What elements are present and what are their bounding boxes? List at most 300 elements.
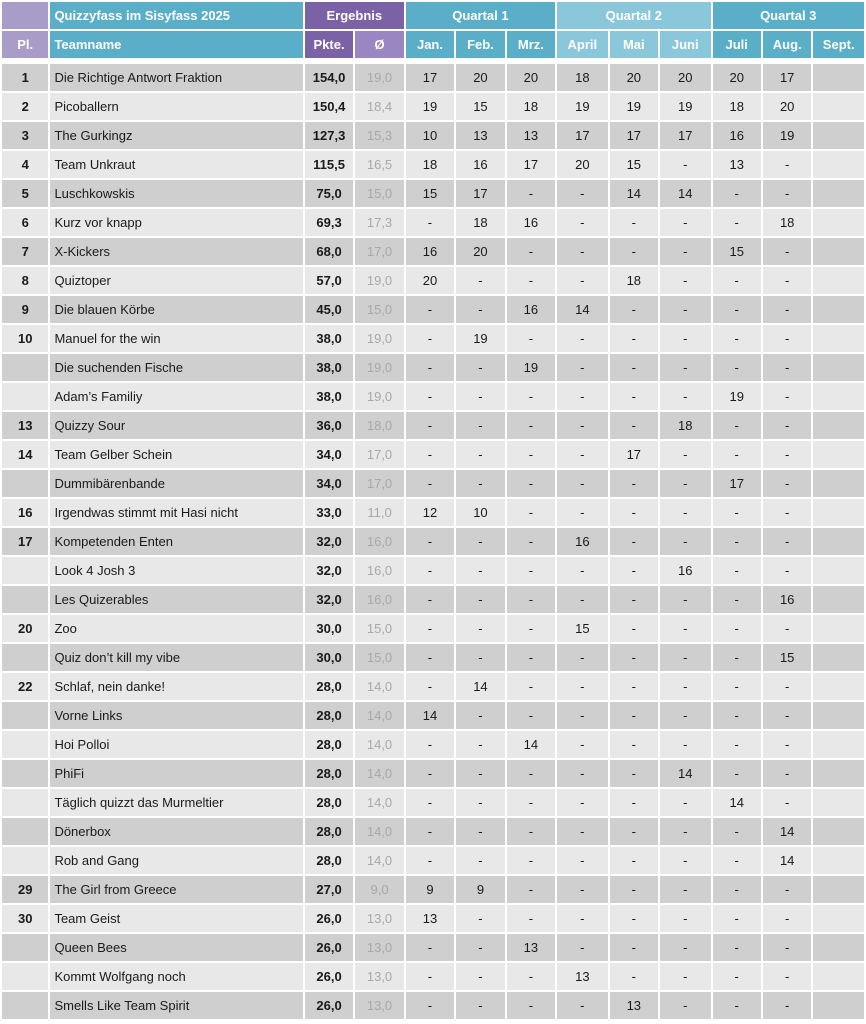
points-cell: 154,0 bbox=[305, 64, 353, 91]
month-score-cell: - bbox=[406, 325, 454, 352]
header-teamname: Teamname bbox=[50, 31, 302, 58]
month-score-cell: 13 bbox=[406, 905, 454, 932]
month-score-cell: - bbox=[406, 586, 454, 613]
month-score-cell: - bbox=[713, 934, 761, 961]
month-score-cell: 20 bbox=[456, 64, 504, 91]
month-score-cell: 17 bbox=[713, 470, 761, 497]
header-ergebnis: Ergebnis bbox=[305, 2, 404, 29]
month-score-cell: - bbox=[763, 789, 811, 816]
month-score-cell: 20 bbox=[406, 267, 454, 294]
month-score-cell: - bbox=[713, 267, 761, 294]
month-score-cell: - bbox=[557, 441, 607, 468]
header-row-columns bbox=[2, 31, 864, 58]
month-score-cell bbox=[813, 760, 864, 787]
month-score-cell: 18 bbox=[456, 209, 504, 236]
team-name-cell: Look 4 Josh 3 bbox=[50, 557, 302, 584]
month-score-cell bbox=[813, 151, 864, 178]
table-row bbox=[2, 847, 864, 874]
month-score-cell: - bbox=[713, 731, 761, 758]
month-score-cell: - bbox=[660, 528, 710, 555]
month-score-cell bbox=[813, 615, 864, 642]
month-score-cell: 13 bbox=[713, 151, 761, 178]
header-row-top bbox=[2, 2, 864, 29]
header-average: Ø bbox=[355, 31, 403, 58]
team-name-cell: Täglich quizzt das Murmeltier bbox=[50, 789, 302, 816]
month-score-cell: 16 bbox=[660, 557, 710, 584]
table-row bbox=[2, 209, 864, 236]
header-month-sept: Sept. bbox=[813, 31, 864, 58]
average-cell: 15,3 bbox=[355, 122, 403, 149]
month-score-cell bbox=[813, 209, 864, 236]
month-score-cell: - bbox=[507, 992, 555, 1019]
month-score-cell bbox=[813, 64, 864, 91]
points-cell: 38,0 bbox=[305, 383, 353, 410]
month-score-cell: - bbox=[610, 760, 658, 787]
points-cell: 45,0 bbox=[305, 296, 353, 323]
place-cell: 14 bbox=[2, 441, 48, 468]
month-score-cell: - bbox=[660, 789, 710, 816]
month-score-cell: 14 bbox=[713, 789, 761, 816]
month-score-cell: - bbox=[507, 557, 555, 584]
table-row bbox=[2, 934, 864, 961]
points-cell: 32,0 bbox=[305, 586, 353, 613]
month-score-cell: - bbox=[713, 963, 761, 990]
month-score-cell: 13 bbox=[557, 963, 607, 990]
month-score-cell: - bbox=[557, 325, 607, 352]
month-score-cell: - bbox=[507, 644, 555, 671]
place-cell: 16 bbox=[2, 499, 48, 526]
team-name-cell: Die Richtige Antwort Fraktion bbox=[50, 64, 302, 91]
month-score-cell: - bbox=[763, 876, 811, 903]
team-name-cell: Rob and Gang bbox=[50, 847, 302, 874]
month-score-cell: - bbox=[713, 586, 761, 613]
month-score-cell: - bbox=[557, 789, 607, 816]
points-cell: 38,0 bbox=[305, 325, 353, 352]
place-cell: 1 bbox=[2, 64, 48, 91]
points-cell: 27,0 bbox=[305, 876, 353, 903]
place-cell bbox=[2, 383, 48, 410]
month-score-cell: 20 bbox=[610, 64, 658, 91]
header-corner bbox=[2, 2, 48, 29]
place-cell bbox=[2, 470, 48, 497]
average-cell: 14,0 bbox=[355, 847, 403, 874]
month-score-cell: - bbox=[763, 702, 811, 729]
month-score-cell: - bbox=[610, 354, 658, 381]
table-row bbox=[2, 528, 864, 555]
month-score-cell: 19 bbox=[456, 325, 504, 352]
month-score-cell: 14 bbox=[507, 731, 555, 758]
month-score-cell: - bbox=[406, 354, 454, 381]
month-score-cell bbox=[813, 673, 864, 700]
month-score-cell: - bbox=[456, 760, 504, 787]
month-score-cell: - bbox=[507, 267, 555, 294]
month-score-cell bbox=[813, 122, 864, 149]
table-row bbox=[2, 238, 864, 265]
place-cell bbox=[2, 702, 48, 729]
month-score-cell: - bbox=[660, 702, 710, 729]
average-cell: 14,0 bbox=[355, 731, 403, 758]
month-score-cell: - bbox=[557, 209, 607, 236]
month-score-cell: 16 bbox=[456, 151, 504, 178]
month-score-cell: - bbox=[713, 441, 761, 468]
month-score-cell: 10 bbox=[406, 122, 454, 149]
month-score-cell: - bbox=[456, 644, 504, 671]
month-score-cell: 15 bbox=[456, 93, 504, 120]
header-month-jan: Jan. bbox=[406, 31, 454, 58]
points-cell: 26,0 bbox=[305, 905, 353, 932]
month-score-cell: - bbox=[456, 905, 504, 932]
points-cell: 28,0 bbox=[305, 818, 353, 845]
points-cell: 28,0 bbox=[305, 731, 353, 758]
month-score-cell: - bbox=[610, 296, 658, 323]
header-place: Pl. bbox=[2, 31, 48, 58]
month-score-cell: - bbox=[763, 325, 811, 352]
table-row bbox=[2, 731, 864, 758]
month-score-cell: 12 bbox=[406, 499, 454, 526]
month-score-cell: 18 bbox=[406, 151, 454, 178]
month-score-cell: 9 bbox=[406, 876, 454, 903]
month-score-cell: - bbox=[763, 267, 811, 294]
month-score-cell: - bbox=[713, 615, 761, 642]
month-score-cell: - bbox=[406, 731, 454, 758]
place-cell: 17 bbox=[2, 528, 48, 555]
month-score-cell: 20 bbox=[456, 238, 504, 265]
month-score-cell: - bbox=[660, 267, 710, 294]
month-score-cell bbox=[813, 557, 864, 584]
points-cell: 28,0 bbox=[305, 760, 353, 787]
month-score-cell: - bbox=[660, 847, 710, 874]
header-gap bbox=[2, 60, 864, 62]
month-score-cell: - bbox=[456, 412, 504, 439]
month-score-cell: - bbox=[456, 934, 504, 961]
month-score-cell: - bbox=[610, 876, 658, 903]
table-row bbox=[2, 702, 864, 729]
month-score-cell: 19 bbox=[763, 122, 811, 149]
month-score-cell: - bbox=[406, 992, 454, 1019]
month-score-cell: - bbox=[610, 412, 658, 439]
month-score-cell: - bbox=[763, 470, 811, 497]
month-score-cell: 19 bbox=[406, 93, 454, 120]
team-name-cell: Queen Bees bbox=[50, 934, 302, 961]
month-score-cell: - bbox=[660, 934, 710, 961]
month-score-cell: - bbox=[763, 151, 811, 178]
place-cell bbox=[2, 992, 48, 1019]
month-score-cell: 20 bbox=[557, 151, 607, 178]
month-score-cell: - bbox=[507, 615, 555, 642]
average-cell: 15,0 bbox=[355, 296, 403, 323]
month-score-cell: - bbox=[406, 673, 454, 700]
month-score-cell: - bbox=[406, 441, 454, 468]
month-score-cell: - bbox=[557, 412, 607, 439]
month-score-cell: - bbox=[406, 847, 454, 874]
month-score-cell: - bbox=[557, 586, 607, 613]
month-score-cell: 14 bbox=[763, 818, 811, 845]
place-cell bbox=[2, 789, 48, 816]
month-score-cell: 19 bbox=[610, 93, 658, 120]
month-score-cell: - bbox=[763, 412, 811, 439]
header-month-april: April bbox=[557, 31, 607, 58]
month-score-cell bbox=[813, 528, 864, 555]
table-row bbox=[2, 673, 864, 700]
place-cell: 5 bbox=[2, 180, 48, 207]
month-score-cell: 16 bbox=[406, 238, 454, 265]
month-score-cell: - bbox=[507, 528, 555, 555]
month-score-cell: - bbox=[507, 963, 555, 990]
month-score-cell: - bbox=[507, 586, 555, 613]
month-score-cell: - bbox=[507, 905, 555, 932]
points-cell: 28,0 bbox=[305, 702, 353, 729]
month-score-cell: - bbox=[557, 731, 607, 758]
month-score-cell: 16 bbox=[557, 528, 607, 555]
month-score-cell: - bbox=[763, 760, 811, 787]
average-cell: 16,0 bbox=[355, 586, 403, 613]
month-score-cell: - bbox=[610, 702, 658, 729]
table-row bbox=[2, 876, 864, 903]
month-score-cell: 15 bbox=[713, 238, 761, 265]
month-score-cell bbox=[813, 992, 864, 1019]
month-score-cell: - bbox=[406, 383, 454, 410]
average-cell: 14,0 bbox=[355, 673, 403, 700]
place-cell bbox=[2, 557, 48, 584]
month-score-cell bbox=[813, 93, 864, 120]
team-name-cell: Kompetenden Enten bbox=[50, 528, 302, 555]
month-score-cell: 14 bbox=[660, 760, 710, 787]
average-cell: 19,0 bbox=[355, 354, 403, 381]
month-score-cell: - bbox=[507, 441, 555, 468]
month-score-cell: - bbox=[610, 847, 658, 874]
month-score-cell: - bbox=[610, 209, 658, 236]
month-score-cell: - bbox=[763, 557, 811, 584]
month-score-cell: - bbox=[406, 528, 454, 555]
month-score-cell: - bbox=[660, 354, 710, 381]
month-score-cell: 15 bbox=[557, 615, 607, 642]
month-score-cell: - bbox=[557, 847, 607, 874]
place-cell: 8 bbox=[2, 267, 48, 294]
month-score-cell: - bbox=[557, 760, 607, 787]
month-score-cell: - bbox=[660, 731, 710, 758]
month-score-cell: - bbox=[713, 412, 761, 439]
month-score-cell: - bbox=[456, 528, 504, 555]
month-score-cell: - bbox=[763, 296, 811, 323]
month-score-cell: - bbox=[660, 470, 710, 497]
month-score-cell bbox=[813, 963, 864, 990]
month-score-cell: - bbox=[713, 325, 761, 352]
table-row bbox=[2, 992, 864, 1019]
month-score-cell bbox=[813, 586, 864, 613]
average-cell: 19,0 bbox=[355, 267, 403, 294]
month-score-cell: 18 bbox=[763, 209, 811, 236]
average-cell: 19,0 bbox=[355, 64, 403, 91]
month-score-cell: - bbox=[557, 470, 607, 497]
month-score-cell: 14 bbox=[456, 673, 504, 700]
month-score-cell: 19 bbox=[660, 93, 710, 120]
team-name-cell: Die suchenden Fische bbox=[50, 354, 302, 381]
month-score-cell: - bbox=[557, 702, 607, 729]
average-cell: 13,0 bbox=[355, 905, 403, 932]
month-score-cell: - bbox=[763, 441, 811, 468]
month-score-cell: - bbox=[557, 499, 607, 526]
month-score-cell: - bbox=[610, 238, 658, 265]
month-score-cell: - bbox=[557, 905, 607, 932]
month-score-cell: 16 bbox=[763, 586, 811, 613]
month-score-cell bbox=[813, 238, 864, 265]
month-score-cell: - bbox=[406, 818, 454, 845]
header-month-aug: Aug. bbox=[763, 31, 811, 58]
place-cell bbox=[2, 354, 48, 381]
month-score-cell: - bbox=[406, 934, 454, 961]
month-score-cell: - bbox=[610, 383, 658, 410]
place-cell bbox=[2, 847, 48, 874]
month-score-cell: - bbox=[763, 731, 811, 758]
month-score-cell: - bbox=[406, 760, 454, 787]
month-score-cell: 18 bbox=[713, 93, 761, 120]
month-score-cell: - bbox=[507, 876, 555, 903]
average-cell: 13,0 bbox=[355, 963, 403, 990]
month-score-cell: - bbox=[406, 963, 454, 990]
table-row bbox=[2, 122, 864, 149]
month-score-cell: - bbox=[763, 354, 811, 381]
month-score-cell: 17 bbox=[507, 151, 555, 178]
month-score-cell: - bbox=[507, 673, 555, 700]
table-row bbox=[2, 615, 864, 642]
month-score-cell: - bbox=[660, 963, 710, 990]
average-cell: 16,5 bbox=[355, 151, 403, 178]
points-cell: 34,0 bbox=[305, 470, 353, 497]
place-cell bbox=[2, 934, 48, 961]
place-cell: 22 bbox=[2, 673, 48, 700]
place-cell: 20 bbox=[2, 615, 48, 642]
month-score-cell: - bbox=[507, 818, 555, 845]
month-score-cell: - bbox=[763, 905, 811, 932]
team-name-cell: Adam’s Familiy bbox=[50, 383, 302, 410]
month-score-cell: - bbox=[406, 470, 454, 497]
month-score-cell: - bbox=[610, 557, 658, 584]
month-score-cell bbox=[813, 354, 864, 381]
month-score-cell: - bbox=[763, 615, 811, 642]
month-score-cell: - bbox=[660, 905, 710, 932]
points-cell: 28,0 bbox=[305, 673, 353, 700]
month-score-cell bbox=[813, 644, 864, 671]
month-score-cell: - bbox=[660, 644, 710, 671]
average-cell: 17,3 bbox=[355, 209, 403, 236]
month-score-cell bbox=[813, 818, 864, 845]
month-score-cell: - bbox=[507, 702, 555, 729]
team-name-cell: Dönerbox bbox=[50, 818, 302, 845]
month-score-cell: - bbox=[507, 470, 555, 497]
points-cell: 115,5 bbox=[305, 151, 353, 178]
team-name-cell: Kurz vor knapp bbox=[50, 209, 302, 236]
place-cell bbox=[2, 586, 48, 613]
team-name-cell: Vorne Links bbox=[50, 702, 302, 729]
month-score-cell: - bbox=[713, 354, 761, 381]
team-name-cell: X-Kickers bbox=[50, 238, 302, 265]
month-score-cell: - bbox=[713, 760, 761, 787]
month-score-cell: 17 bbox=[660, 122, 710, 149]
month-score-cell: - bbox=[456, 789, 504, 816]
table-row bbox=[2, 470, 864, 497]
month-score-cell: - bbox=[456, 383, 504, 410]
month-score-cell: - bbox=[713, 644, 761, 671]
place-cell: 10 bbox=[2, 325, 48, 352]
month-score-cell: 20 bbox=[763, 93, 811, 120]
team-name-cell: Picoballern bbox=[50, 93, 302, 120]
month-score-cell: 13 bbox=[507, 122, 555, 149]
month-score-cell: - bbox=[406, 789, 454, 816]
header-points: Pkte. bbox=[305, 31, 353, 58]
month-score-cell bbox=[813, 180, 864, 207]
table-row bbox=[2, 64, 864, 91]
month-score-cell bbox=[813, 325, 864, 352]
table-row bbox=[2, 412, 864, 439]
team-name-cell: Schlaf, nein danke! bbox=[50, 673, 302, 700]
month-score-cell: - bbox=[660, 992, 710, 1019]
month-score-cell: - bbox=[713, 180, 761, 207]
average-cell: 18,4 bbox=[355, 93, 403, 120]
month-score-cell: - bbox=[456, 731, 504, 758]
month-score-cell bbox=[813, 412, 864, 439]
month-score-cell: 18 bbox=[557, 64, 607, 91]
month-score-cell bbox=[813, 731, 864, 758]
month-score-cell: 14 bbox=[557, 296, 607, 323]
month-score-cell: 18 bbox=[660, 412, 710, 439]
points-cell: 68,0 bbox=[305, 238, 353, 265]
month-score-cell: 19 bbox=[557, 93, 607, 120]
month-score-cell: - bbox=[713, 847, 761, 874]
month-score-cell: 15 bbox=[763, 644, 811, 671]
team-name-cell: Hoi Polloi bbox=[50, 731, 302, 758]
place-cell: 29 bbox=[2, 876, 48, 903]
month-score-cell: 14 bbox=[610, 180, 658, 207]
month-score-cell: - bbox=[406, 412, 454, 439]
month-score-cell: - bbox=[456, 267, 504, 294]
month-score-cell: - bbox=[456, 615, 504, 642]
points-cell: 28,0 bbox=[305, 847, 353, 874]
team-name-cell: Kommt Wolfgang noch bbox=[50, 963, 302, 990]
month-score-cell: 17 bbox=[610, 122, 658, 149]
month-score-cell: - bbox=[507, 180, 555, 207]
month-score-cell: - bbox=[763, 180, 811, 207]
table-row bbox=[2, 180, 864, 207]
average-cell: 14,0 bbox=[355, 818, 403, 845]
month-score-cell: - bbox=[660, 325, 710, 352]
month-score-cell: - bbox=[763, 963, 811, 990]
table-row bbox=[2, 644, 864, 671]
average-cell: 18,0 bbox=[355, 412, 403, 439]
place-cell: 9 bbox=[2, 296, 48, 323]
month-score-cell: - bbox=[660, 818, 710, 845]
month-score-cell: - bbox=[406, 644, 454, 671]
place-cell: 30 bbox=[2, 905, 48, 932]
month-score-cell: - bbox=[660, 876, 710, 903]
month-score-cell: 19 bbox=[713, 383, 761, 410]
team-name-cell: Dummibärenbande bbox=[50, 470, 302, 497]
month-score-cell: 14 bbox=[763, 847, 811, 874]
month-score-cell: 13 bbox=[456, 122, 504, 149]
month-score-cell: 10 bbox=[456, 499, 504, 526]
average-cell: 16,0 bbox=[355, 528, 403, 555]
month-score-cell: - bbox=[610, 528, 658, 555]
month-score-cell: - bbox=[557, 934, 607, 961]
month-score-cell bbox=[813, 789, 864, 816]
month-score-cell: - bbox=[507, 325, 555, 352]
points-cell: 34,0 bbox=[305, 441, 353, 468]
month-score-cell: 14 bbox=[660, 180, 710, 207]
table-row bbox=[2, 499, 864, 526]
month-score-cell: 17 bbox=[456, 180, 504, 207]
month-score-cell bbox=[813, 267, 864, 294]
month-score-cell: - bbox=[713, 818, 761, 845]
points-cell: 30,0 bbox=[305, 644, 353, 671]
